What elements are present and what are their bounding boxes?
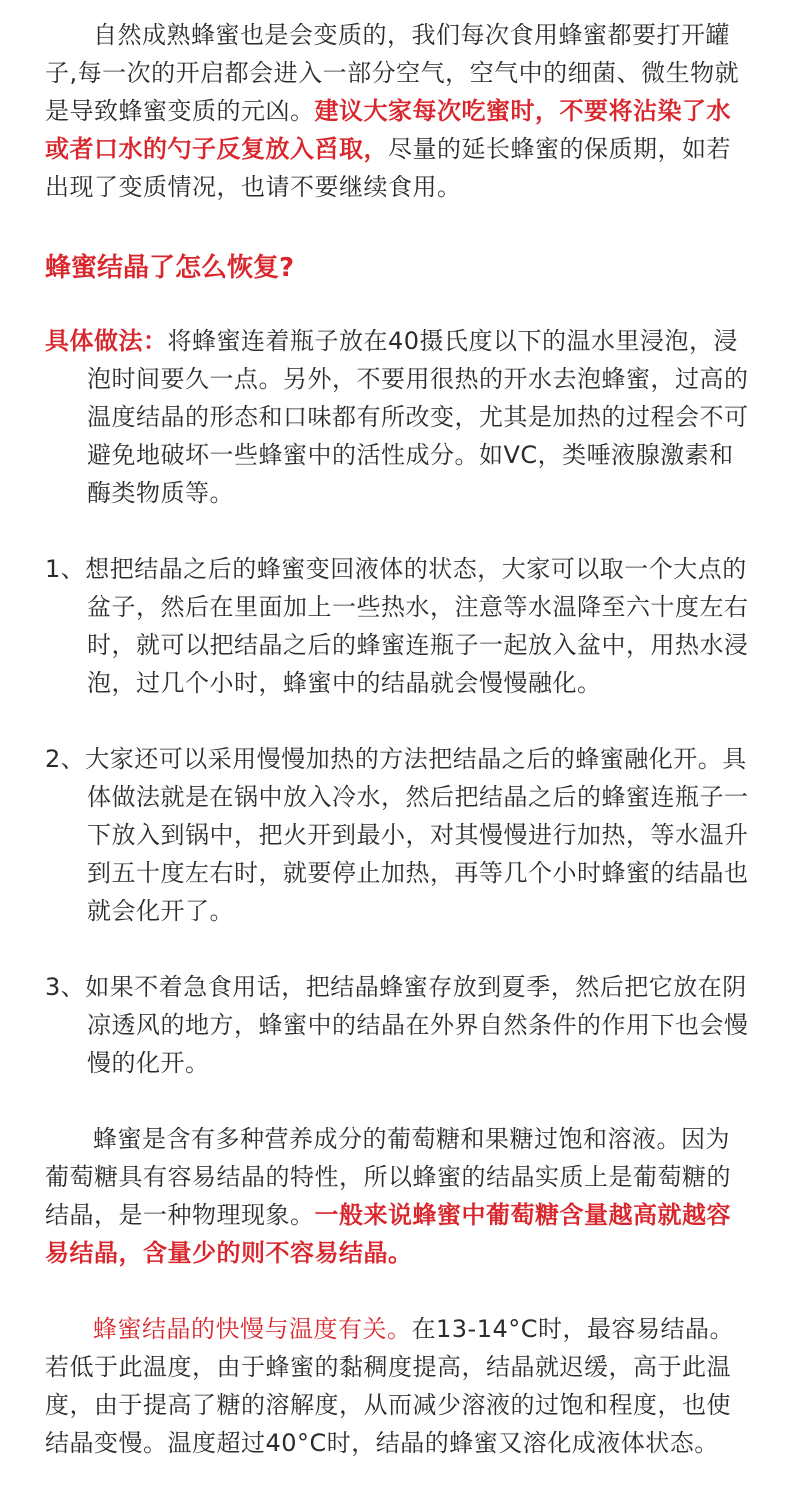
intro-text-2: 尽量的延长蜂蜜的保质期，如若出现了变质情况，也请不要继续食用。 (45, 135, 731, 201)
method-label: 具体做法： (45, 327, 168, 355)
glucose-highlight: 一般来说蜂蜜中葡萄糖含量越高就越容易结晶，含量少的则不容易结晶。 (45, 1201, 731, 1267)
step-number: 1、 (45, 555, 86, 583)
step-text: 想把结晶之后的蜂蜜变回液体的状态，大家可以取一个大点的盆子，然后在里面加上一些热水，注意等水温降至六十度左右时，就可以把结晶之后的蜂蜜连瓶子一起放入盆中，用热水浸泡，过几个小时，蜂蜜中的结晶就会慢慢融化。 (85, 555, 749, 697)
temperature-paragraph (45, 1310, 750, 1462)
temperature-highlight: 蜂蜜结晶的快慢与温度有关。 (93, 1315, 412, 1343)
step-number: 3、 (45, 973, 86, 1001)
step-item (45, 740, 750, 930)
step-text: 大家还可以采用慢慢加热的方法把结晶之后的蜂蜜融化开。具体做法就是在锅中放入冷水，然后把结晶之后的蜂蜜连瓶子一下放入到锅中，把火开到最小，对其慢慢进行加热，等水温升到五十度左右时，就要停止加热，再等几个小时蜂蜜的结晶也就会化开了。 (85, 745, 749, 925)
temperature-text: 在13-14°C时，最容易结晶。若低于此温度，由于蜂蜜的黏稠度提高，结晶就迟缓，高于此温度，由于提高了糖的溶解度，从而减少溶液的过饱和程度，也使结晶变慢。温度超过40°C时，结晶的蜂蜜又溶化成液体状态。 (45, 1315, 734, 1457)
intro-paragraph (45, 16, 750, 206)
intro-text-1: 自然成熟蜂蜜也是会变质的，我们每次食用蜂蜜都要打开罐子,每一次的开启都会进入一部分空气，空气中的细菌、微生物就是导致蜂蜜变质的元凶。 (45, 21, 740, 125)
step-item (45, 550, 750, 702)
glucose-text: 蜂蜜是含有多种营养成分的葡萄糖和果糖过饱和溶液。因为葡萄糖具有容易结晶的特性，所以蜂蜜的结晶实质上是葡萄糖的结晶，是一种物理现象。 (45, 1125, 731, 1229)
step-number: 2、 (45, 745, 86, 773)
intro-highlight: 建议大家每次吃蜜时，不要将沾染了水或者口水的勺子反复放入舀取， (45, 97, 731, 163)
method-paragraph (45, 322, 750, 512)
step-item (45, 968, 750, 1082)
method-text: 将蜂蜜连着瓶子放在40摄氏度以下的温水里浸泡，浸泡时间要久一点。另外，不要用很热的开水去泡蜂蜜，过高的温度结晶的形态和口味都有所改变，尤其是加热的过程会不可避免地破坏一些蜂蜜中的活性成分。如VC，类唾液腺激素和酶类物质等。 (87, 327, 749, 507)
step-text: 如果不着急食用话，把结晶蜂蜜存放到夏季，然后把它放在阴凉透风的地方，蜂蜜中的结晶在外界自然条件的作用下也会慢慢的化开。 (85, 973, 749, 1077)
section-title: 蜂蜜结晶了怎么恢复? (45, 253, 295, 283)
glucose-paragraph (45, 1120, 750, 1272)
